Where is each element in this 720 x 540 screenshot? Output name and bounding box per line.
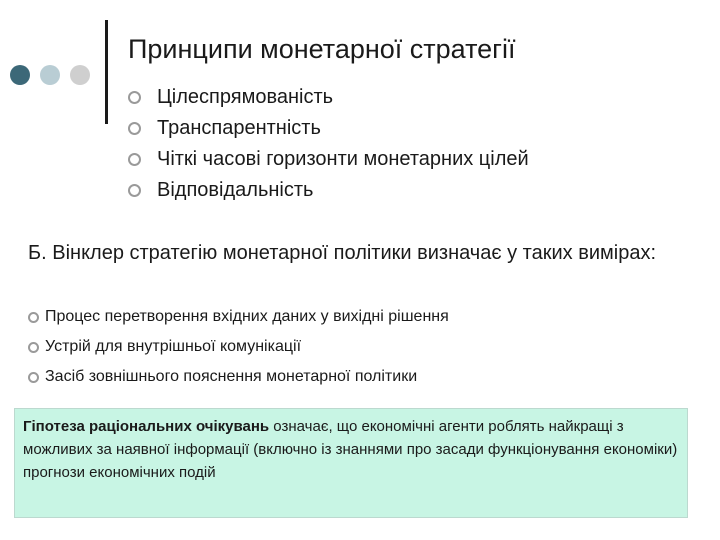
list-item — [28, 362, 449, 392]
definition-term: Гіпотеза раціональних очікувань — [23, 418, 270, 435]
circle-bullet-icon — [28, 372, 39, 383]
definition-box — [14, 408, 688, 518]
list-item-label: Відповідальність — [157, 179, 314, 201]
dot-gray — [70, 65, 90, 85]
list-item-label: Транспарентність — [157, 117, 321, 139]
list-item — [128, 144, 529, 175]
list-item-label: Цілеспрямованість — [157, 86, 334, 108]
list-item-label: Чіткі часові горизонти монетарних цілей — [157, 148, 529, 170]
list-item — [28, 302, 449, 332]
circle-bullet-icon — [128, 91, 141, 104]
list-item-label: Процес перетворення вхідних даних у вихідні рішення — [45, 308, 449, 325]
list-item — [28, 332, 449, 362]
list-item-label: Устрій для внутрішньої комунікації — [45, 338, 302, 355]
principles-list — [128, 82, 529, 206]
title-divider — [105, 20, 108, 124]
list-item — [128, 113, 529, 144]
list-item — [128, 175, 529, 206]
list-item — [128, 82, 529, 113]
decorative-dots — [10, 65, 90, 85]
circle-bullet-icon — [28, 342, 39, 353]
dimensions-list — [28, 302, 449, 392]
slide-title: Принципи монетарної стратегії — [128, 34, 516, 64]
circle-bullet-icon — [128, 122, 141, 135]
dot-light — [40, 65, 60, 85]
definition-text: означає, що економічні агенти роблять найкращі з можливих за наявної інформації (включно із знаннями про засади функціонування економіки) прогнози економічних подій — [23, 418, 678, 481]
list-item-label: Засіб зовнішнього пояснення монетарної політики — [45, 368, 418, 385]
circle-bullet-icon — [28, 312, 39, 323]
winkler-paragraph: Б. Вінклер стратегію монетарної політики визначає у таких вимірах: — [28, 242, 656, 264]
circle-bullet-icon — [128, 153, 141, 166]
dot-dark — [10, 65, 30, 85]
circle-bullet-icon — [128, 184, 141, 197]
